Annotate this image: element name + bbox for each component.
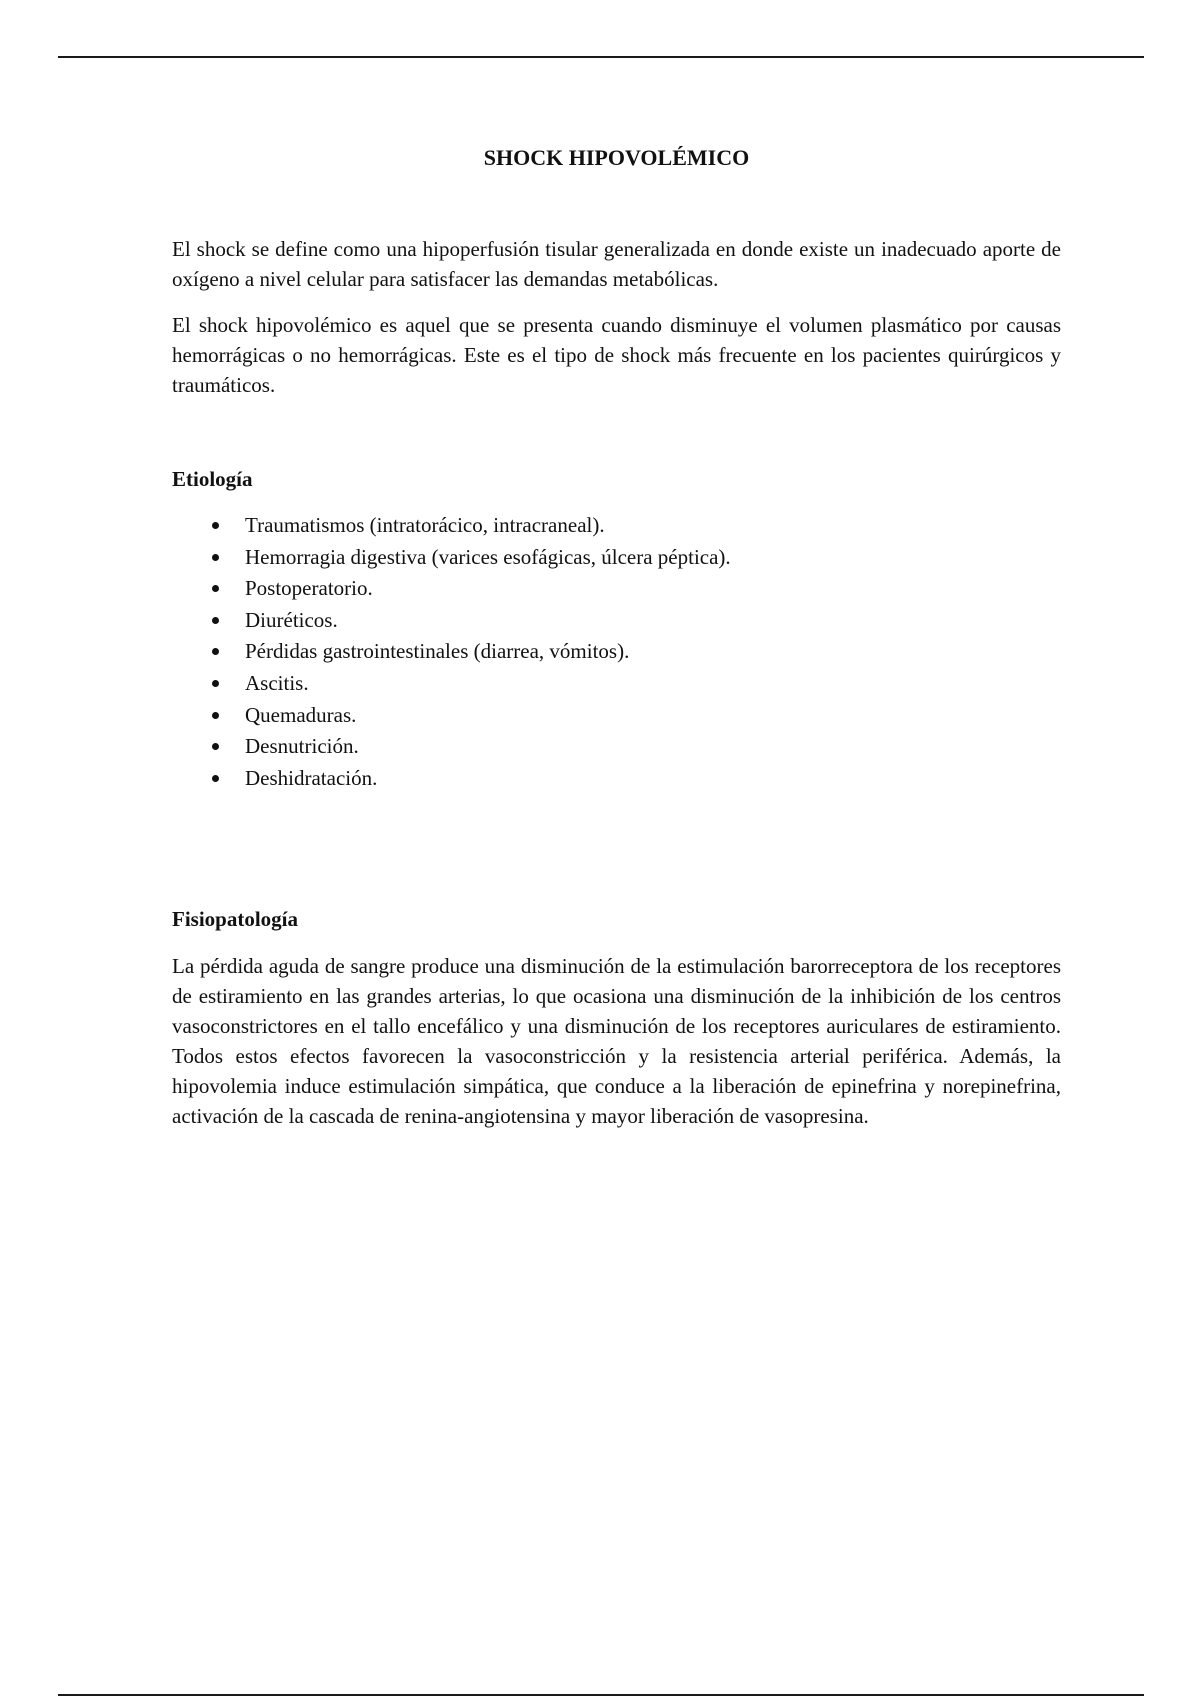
list-item-text: Hemorragia digestiva (varices esofágicas, úlcera péptica). [245, 544, 731, 569]
list-item-text: Pérdidas gastrointestinales (diarrea, vómitos). [245, 639, 630, 664]
document-title: SHOCK HIPOVOLÉMICO [483, 145, 750, 170]
list-item [172, 668, 1061, 700]
list-item-text: Traumatismos (intratorácico, intracraneal). [245, 513, 605, 537]
bullet-icon [212, 775, 219, 782]
etiologia-heading: Etiología [172, 467, 253, 491]
list-item [172, 763, 1061, 795]
bullet-icon [212, 743, 219, 750]
fisiopatologia-heading: Fisiopatología [172, 907, 299, 931]
list-item-text: Desnutrición. [245, 734, 359, 759]
header-rule [58, 56, 1144, 58]
bullet-icon [212, 554, 219, 561]
intro-paragraph-2: El shock hipovolémico es aquel que se presenta cuando disminuye el volumen plasmático por causas hemorrágicas o no hemorrágicas. Este es el tipo de shock más frecuente en los pacientes quirúrgicos y traumáticos. [172, 313, 1061, 397]
bullet-icon [212, 712, 219, 719]
fisiopatologia-paragraph: La pérdida aguda de sangre produce una disminución de la estimulación barorreceptora de los receptores de estiramiento en las grandes arterias, lo que ocasiona una disminución de la inhibición de los centros vasoconstrictores en el tallo encefálico y una disminución de los receptores auriculares de estiramiento. Todos estos efectos favorecen la vasoconstricción y la resistencia arterial periférica. Además, la hipovolemia induce estimulación simpática, que conduce a la liberación de epinefrina y norepinefrina, activación de la cascada de renina-angiotensina y mayor liberación de vasopresina. [172, 954, 1061, 1128]
footer-rule [58, 1694, 1144, 1696]
list-item-text: Quemaduras. [245, 702, 357, 727]
list-item [172, 542, 1061, 574]
list-item [172, 510, 1061, 542]
intro-paragraph-1: El shock se define como una hipoperfusión tisular generalizada en donde existe un inadecuado aporte de oxígeno a nivel celular para satisfacer las demandas metabólicas. [172, 237, 1061, 291]
list-item-text: Postoperatorio. [245, 576, 373, 601]
list-item-text: Ascitis. [245, 670, 309, 695]
list-item [172, 605, 1061, 637]
list-item [172, 636, 1061, 668]
list-item [172, 573, 1061, 605]
bullet-icon [212, 648, 219, 655]
bullet-icon [212, 617, 219, 624]
list-item [172, 700, 1061, 732]
bullet-icon [212, 585, 219, 592]
etiologia-list [172, 510, 1061, 794]
list-item [172, 731, 1061, 763]
bullet-icon [212, 680, 219, 687]
list-item-text: Deshidratación. [245, 765, 378, 790]
bullet-icon [212, 522, 219, 529]
list-item-text: Diuréticos. [245, 607, 338, 632]
